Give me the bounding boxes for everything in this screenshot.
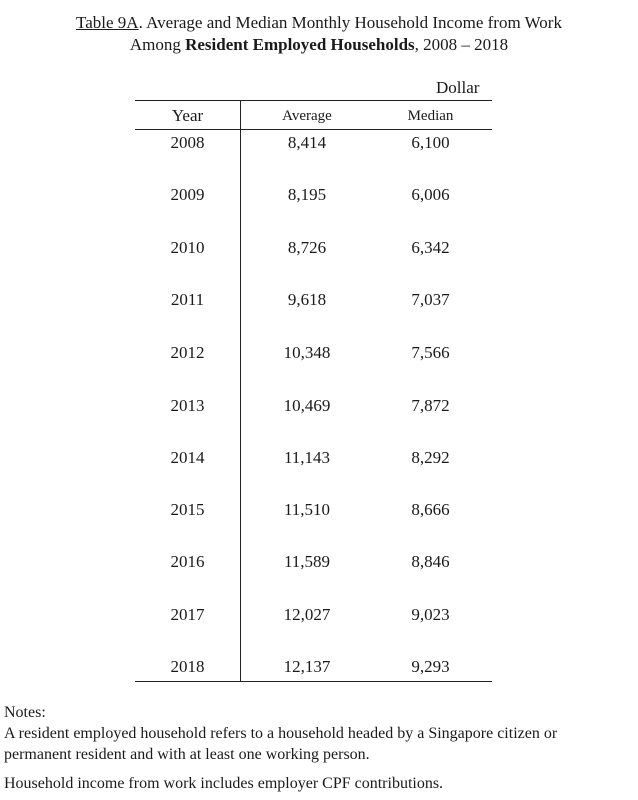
- note-line-1: A resident employed household refers to a household headed by a Singapore citizen or: [4, 725, 558, 742]
- table-cell-average: 11,143: [283, 448, 331, 467]
- table-cell-average: 8,195: [287, 185, 327, 204]
- notes-heading: Notes:: [4, 704, 46, 721]
- table-cell-year: 2008: [170, 133, 205, 152]
- income-table: [135, 100, 492, 682]
- table-cell-year: 2014: [170, 448, 205, 467]
- table-cell-year: 2011: [170, 290, 205, 309]
- column-header-year: Year: [171, 106, 204, 125]
- table-title-years: , 2008 – 2018: [414, 35, 509, 54]
- table-cell-median: 7,037: [411, 290, 450, 309]
- table-cell-average: 8,726: [287, 238, 327, 257]
- table-number: Table 9A: [76, 13, 139, 32]
- column-header-median: Median: [407, 108, 454, 124]
- table-cell-year: 2012: [170, 343, 205, 362]
- table-cell-average: 11,510: [283, 500, 331, 519]
- table-title-line-1: [0, 12, 638, 34]
- table-title-text: . Average and Median Monthly Household Income from Work: [138, 13, 562, 32]
- unit-label: Dollar: [436, 78, 480, 97]
- table-title-line-2: [0, 34, 638, 56]
- table-cell-median: 6,100: [411, 133, 450, 152]
- table-cell-median: 9,293: [411, 657, 450, 676]
- table-cell-average: 10,469: [283, 396, 331, 415]
- table-cell-year: 2009: [170, 185, 205, 204]
- table-cell-median: 6,342: [411, 238, 450, 257]
- table-cell-average: 11,589: [283, 552, 331, 571]
- table-cell-median: 7,566: [411, 343, 450, 362]
- table-cell-year: 2017: [170, 605, 205, 624]
- header-divider: [135, 129, 492, 130]
- table-cell-median: 8,666: [411, 500, 450, 519]
- table-cell-median: 9,023: [411, 605, 450, 624]
- table-cell-median: 7,872: [411, 396, 450, 415]
- note-line-2: permanent resident and with at least one working person.: [4, 746, 370, 763]
- table-cell-average: 8,414: [287, 133, 327, 152]
- table-cell-year: 2010: [170, 238, 205, 257]
- table-cell-median: 8,292: [411, 448, 450, 467]
- table-cell-year: 2018: [170, 657, 205, 676]
- table-cell-year: 2016: [170, 552, 205, 571]
- table-title-bold: Resident Employed Households: [185, 35, 415, 54]
- table-cell-average: 12,027: [283, 605, 331, 624]
- note-line-3: Household income from work includes employer CPF contributions.: [4, 775, 444, 792]
- column-header-average: Average: [282, 108, 332, 124]
- table-cell-average: 10,348: [283, 343, 331, 362]
- table-cell-average: 9,618: [287, 290, 327, 309]
- table-cell-average: 12,137: [283, 657, 331, 676]
- table-title-prefix: Among: [129, 35, 186, 54]
- table-cell-median: 8,846: [411, 552, 450, 571]
- table-cell-median: 6,006: [411, 185, 450, 204]
- table-cell-year: 2015: [170, 500, 205, 519]
- table-cell-year: 2013: [170, 396, 205, 415]
